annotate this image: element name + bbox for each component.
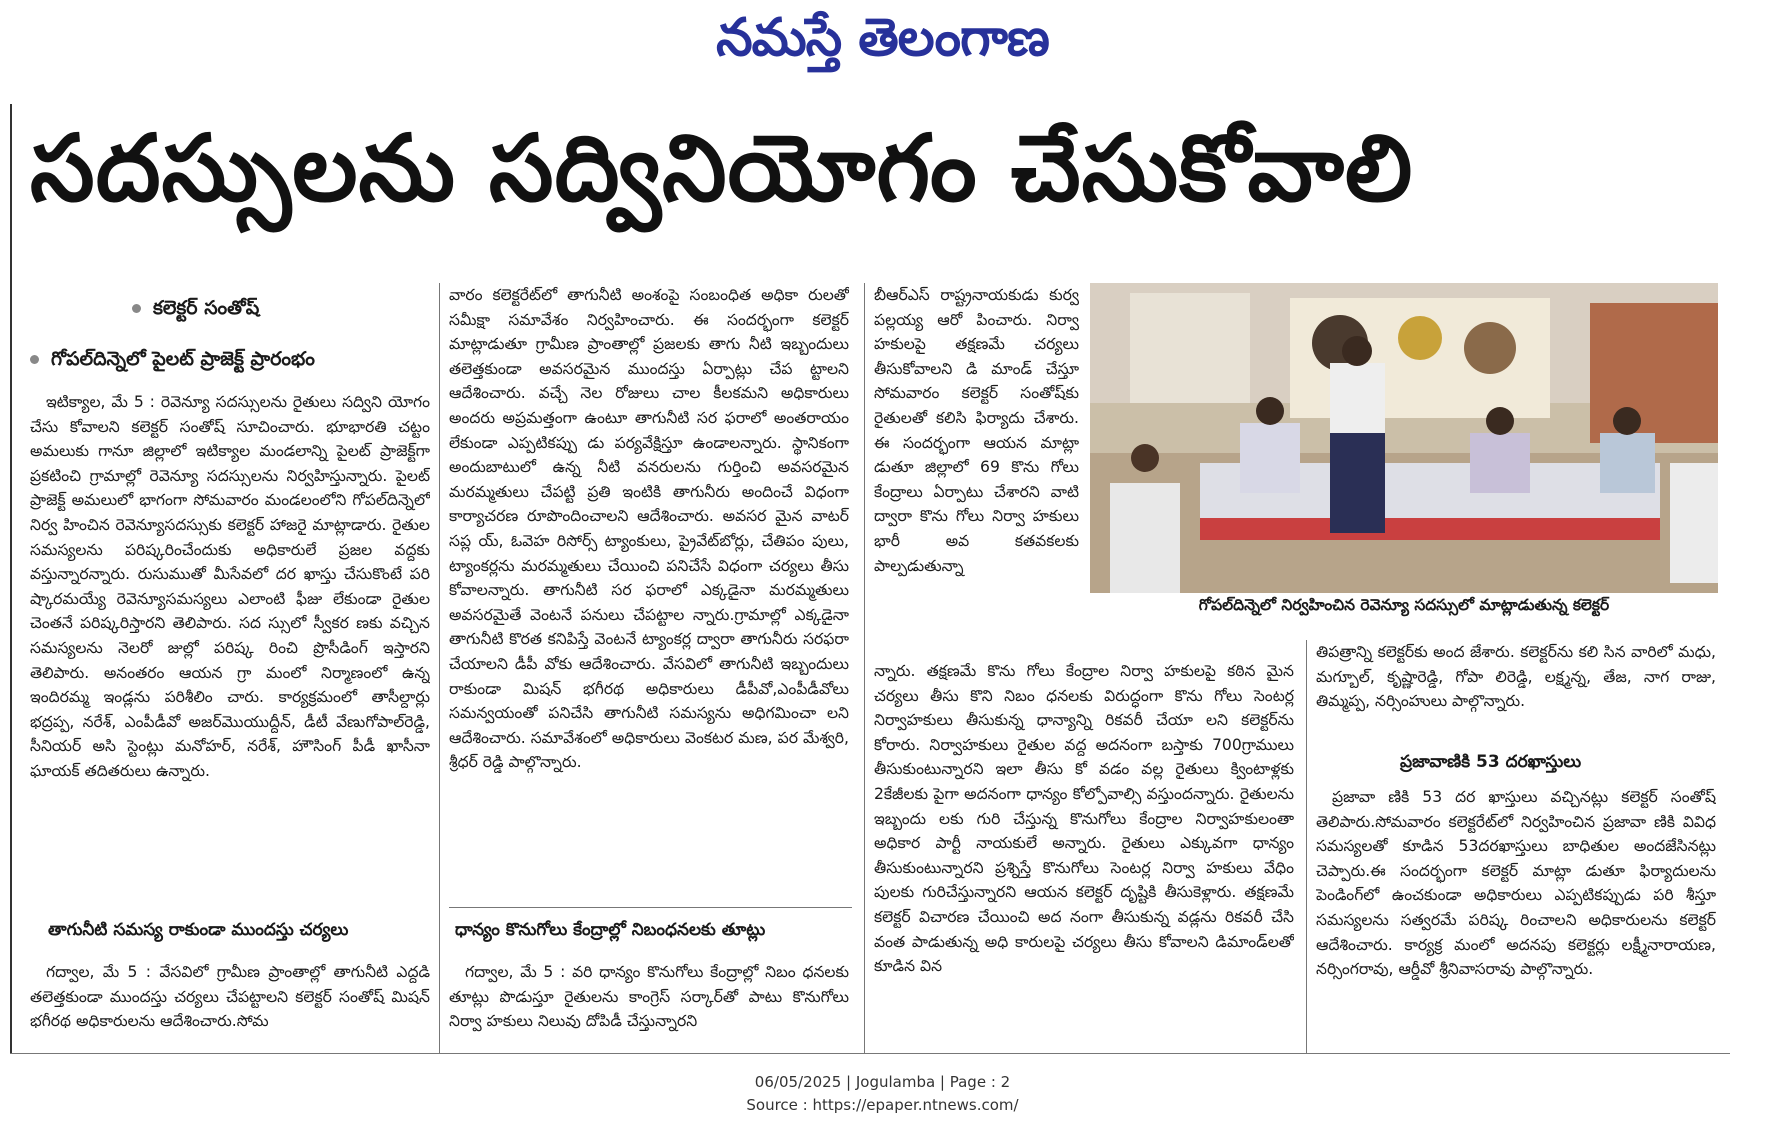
article-paragraph: ప్రజావా ణికి 53 దర ఖాస్తులు వచ్చినట్లు కలెక్టర్ సంతోష్ తెలిపారు.సోమవారం కలెక్టరేట్‌లో నిర్వహించిన ప్రజావా ణికి వివిధ సమస్యలతో కూడిన 53దరఖాస్తులు బాధితుల అందజేసినట్లు చెప్పారు.ఈ సందర్భంగా కలెక్టర్ మాట్లా డుతూ ఫిర్యాదులను పెండింగ్‌లో ఉంచకుండా అధికారులు ఎప్పటికప్పుడు పరి శీస్తూ సమస్యలను సత్వరమే పరిష్క రించాలని అధికారులను కలెక్టర్ ఆదేశించారు. కార్యక్ర మంలో అదనపు కలెక్టర్లు లక్ష్మీనారాయణ, నర్సింగరావు, ఆర్డీవో శ్రీనివాసరావు పాల్గొన్నారు. <box>1316 788 1716 979</box>
collector-meeting-photo <box>1090 283 1718 593</box>
article-column-3 <box>874 283 1079 659</box>
column-divider <box>439 283 440 1053</box>
article-paragraph: గద్వాల, మే 5 : వరి ధాన్యం కొనుగోలు కేంద్రాల్లో నిబం ధనలకు తూట్లు పొడుస్తూ రైతులను కాంగ్రెస్ సర్కార్‌తో పాటు కొనుగోలు నిర్వా హకులు నిలువు దోపిడీ చేస్తున్నారని <box>449 963 849 1031</box>
article-column-1 <box>30 390 430 884</box>
article-paragraph: బీఆర్ఎస్ రాష్ట్రనాయకుడు కుర్వ పల్లయ్య ఆరో పించారు. నిర్వా హకులపై తక్షణమే చర్యలు తీసుకోవాలని డి మాండ్ చేస్తూ సోమవారం కలెక్టర్ సంతోష్‌కు రైతులతో కలిసి ఫిర్యాదు చేశారు. ఈ సందర్భంగా ఆయన మాట్లా డుతూ జిల్లాలో 69 కొను గోలు కేంద్రాలు ఏర్పాటు చేశారని వాటి ద్వారా కొను గోలు నిర్వా హకులు భారీ అవ కతవకలకు పాల్పడుతున్నా <box>874 286 1079 575</box>
footer-date-edition: 06/05/2025 | Jogulamba | Page : 2 <box>754 1073 1011 1091</box>
section-divider <box>449 907 852 908</box>
article-paragraph: వారం కలెక్టరేట్‌లో తాగునీటి అంశంపై సంబంధిత అధికా రులతో సమీక్షా సమావేశం నిర్వహించారు. ఈ సందర్భంగా కలెక్టర్ మాట్లాడుతూ గ్రామీణ ప్రాంతాల్లో ప్రజలకు తాగు నీటి ఇబ్బందులు తలెత్తకుండా అవసరమైన ముందస్తు ఏర్పాట్లు చేప ట్టాలని ఆదేశించారు. వచ్చే నెల రోజులు చాల కీలకమని అధికారులు అందరు అప్రమత్తంగా ఉంటూ తాగునీటి సర ఫరాలో అంతరాయం లేకుండా ఎప్పటికప్పు డు పర్యవేక్షిస్తూ ఉండాలన్నారు. స్థానికంగా అందుబాటులో ఉన్న నీటి వనరులను గుర్తించి అవసరమైన మరమ్మతులు చేపట్టి ప్రతి ఇంటికి తాగునీరు అందించే విధంగా కార్యాచరణ రూపొందించాలని ఆదేశించారు. అవసర మైన వాటర్ సప్ల య్, ఓవెహ రిసోర్స్ ట్యాంకులు, ప్రైవేట్‌బోర్లు, చేతిపం పులు, ట్యాంకర్లను మరమ్మతులు చేయించి పనిచేసే విధంగా చర్యలు తీసు కోవాలన్నారు. తాగునీటి సర ఫరాలో ఎక్కడైనా మరమ్మతులు అవసరమైతే వెంటనే పనులు చేపట్టాల న్నారు.గ్రామాల్లో ఎక్కడైనా తాగునీటి కొరత కనిపిస్తే వెంటనే ట్యాంకర్ల ద్వారా తాగునీరు సరఫరా చేయాలని డీపీ వోకు ఆదేశించారు. వేసవిలో తాగునీటి ఇబ్బందులు రాకుండా మిషన్ భగీరథ అధికారులు డీపీవో,ఎంపీడీవోలు సమన్వయంతో పనిచేసి తాగునీటి సమస్యను అధిగమించా లని ఆదేశించారు. సమావేశంలో అధికారులు వెంకటర మణ, పర మేశ్వరి, శ్రీధర్ రెడ్డి పాల్గొన్నారు. <box>449 286 849 772</box>
news-photo <box>1090 283 1718 593</box>
subheading-grain-centers: ధాన్యం కొనుగోలు కేంద్రాల్లో నిబంధనలకు తూట్లు <box>455 920 766 940</box>
article-paragraph: న్నారు. తక్షణమే కొను గోలు కేంద్రాల నిర్వా హకులపై కఠిన మైన చర్యలు తీసు కొని నిబం ధనలకు విరుద్ధంగా కొను గోలు సెంటర్ల నిర్వాహకులు తీసుకున్న ధాన్యాన్ని రికవరీ చేయా లని కలెక్టర్‌ను కోరారు. నిర్వాహకులు రైతుల వద్ద అదనంగా బస్తాకు 700గ్రాములు తీసుకుంటున్నారని ఇలా తీసు కో వడం వల్ల రైతులు క్వింటాళ్లకు 2కేజీలకు పైగా అదనంగా ధాన్యం కోల్పోవాల్సి వస్తుందన్నారు. రైతులను ఇబ్బందు లకు గురి చేస్తున్న కొనుగోలు కేంద్రాల నిర్వాహకులంతా అధికార పార్టీ నాయకులే అన్నారు. రైతులు ఎక్కువగా ధాన్యం తీసుకుంటున్నారని ప్రశ్నిస్తే కొనుగోలు సెంటర్ల నిర్వా హకులు వేధిం పులకు గురిచేస్తున్నారని ఆయన కలెక్టర్ దృష్టికి తీసుకెళ్లారు. తక్షణమే కలెక్టర్ విచారణ చేయించి అద నంగా తీసుకున్న వడ్లను రికవరీ చేసి వంత పాడుతున్న అధి కారులపై చర్యలు తీసు కోవాలని డిమాండ్‌లతో కూడిన విన <box>874 662 1294 976</box>
left-border-rule <box>10 104 12 1054</box>
column-divider <box>1306 640 1307 1053</box>
subheading-prajavani: ప్రజావాణికి 53 దరఖాస్తులు <box>1400 752 1582 772</box>
bullet-point-2 <box>30 348 315 375</box>
bullet-text: కలెక్టర్ సంతోష్ <box>153 297 260 319</box>
article-paragraph: తిపత్రాన్ని కలెక్టర్‌కు అంద జేశారు. కలెక్టర్‌ను కలి సిన వారిలో మధు, మగ్బూల్, కృష్ణారెడ్డి, గోపా లిరెడ్డి, లక్ష్మన్న, తేజ, నాగ రాజు, తిమ్మప్ప, నర్సింహులు పాల్గొన్నారు. <box>1316 643 1716 711</box>
article-column-2b <box>449 960 849 1038</box>
bullet-dot-icon <box>30 355 39 364</box>
photo-caption: గోపల్‌దిన్నెలో నిర్వహించిన రెవెన్యూ సదస్సులో మాట్లాడుతున్న కలెక్టర్ <box>1198 596 1610 614</box>
bullet-point-1 <box>132 297 259 324</box>
column-divider <box>864 283 865 1053</box>
article-column-1b <box>30 960 430 1038</box>
bullet-dot-icon <box>132 304 141 313</box>
article-column-2 <box>449 283 849 905</box>
newspaper-masthead: నమస్తే తెలంగాణ <box>716 8 1049 68</box>
article-column-4 <box>1316 640 1716 740</box>
article-paragraph: గద్వాల, మే 5 : వేసవిలో గ్రామీణ ప్రాంతాల్లో తాగునీటి ఎద్దడి తలెత్తకుండా ముందస్తు చర్యలు చేపట్టాలని కలెక్టర్ సంతోష్ మిషన్ భగీరథ అధికారులను ఆదేశించారు.సోమ <box>30 963 430 1031</box>
footer-source: Source : https://epaper.ntnews.com/ <box>746 1096 1019 1114</box>
subheading-drinking-water: తాగునీటి సమస్య రాకుండా ముందస్తు చర్యలు <box>48 920 349 940</box>
article-paragraph: ఇటిక్యాల, మే 5 : రెవెన్యూ సదస్సులను రైతులు సద్విని యోగం చేసు కోవాలని కలెక్టర్ సంతోష్ సూచించారు. భూభారతి చట్టం అమలుకు గానూ జిల్లాలో ఇటిక్యాల మండలాన్ని పైలట్ ప్రాజెక్ట్‌గా ప్రకటించి గ్రామాల్లో రెవెన్యూ సదస్సులను నిర్వహిస్తున్నారు. పైలట్ ప్రాజెక్ట్ అమలులో భాగంగా సోమవారం మండలంలోని గోపల్‌దిన్నెలో నిర్వ హించిన రెవెన్యూసదస్సుకు కలెక్టర్ హాజరై మాట్లాడారు. రైతుల సమస్యలను పరిష్కరించేందుకు అధికారులే ప్రజల వద్దకు వస్తున్నారన్నారు. రుసుముతో మీసేవలో దర ఖాస్తు చేసుకొంటే పరి ష్కారమయ్యే రెవెన్యూసమస్యలు ఎలాంటి ఫీజు లేకుండా రైతుల చెంతనే పరిష్కరిస్తారని తెలిపారు. సద స్సులో స్వీకర ణకు వచ్చిన సమస్యలను నెలరో జుల్లో పరిష్క రించి ప్రొసీడింగ్ ఇస్తారని తెలిపారు. అనంతరం ఆయన గ్రా మంలో నిర్మాణంలో ఉన్న ఇందిరమ్మ ఇండ్లను పరిశీలిం చారు. కార్యక్రమంలో తాసీల్దార్లు భద్రప్ప, నరేశ్, ఎంపీడీవో అజర్‌మొయుద్దీన్, డీటీ వేణుగోపాల్‌రెడ్డి, సీనియర్ అసి స్టెంట్లు మనోహర్, నరేశ్, హౌసింగ్ పీడీ ఖాసీనా ఘాయక్ తదితరులు ఉన్నారు. <box>30 393 430 780</box>
bullet-text: గోపల్‌దిన్నెలో పైలట్ ప్రాజెక్ట్ ప్రారంభం <box>51 348 315 370</box>
headline: సదస్సులను సద్వినియోగం చేసుకోవాలి <box>30 115 1414 222</box>
article-column-3b <box>874 659 1294 1053</box>
article-column-4b <box>1316 785 1716 1053</box>
bottom-border-rule <box>10 1053 1730 1054</box>
